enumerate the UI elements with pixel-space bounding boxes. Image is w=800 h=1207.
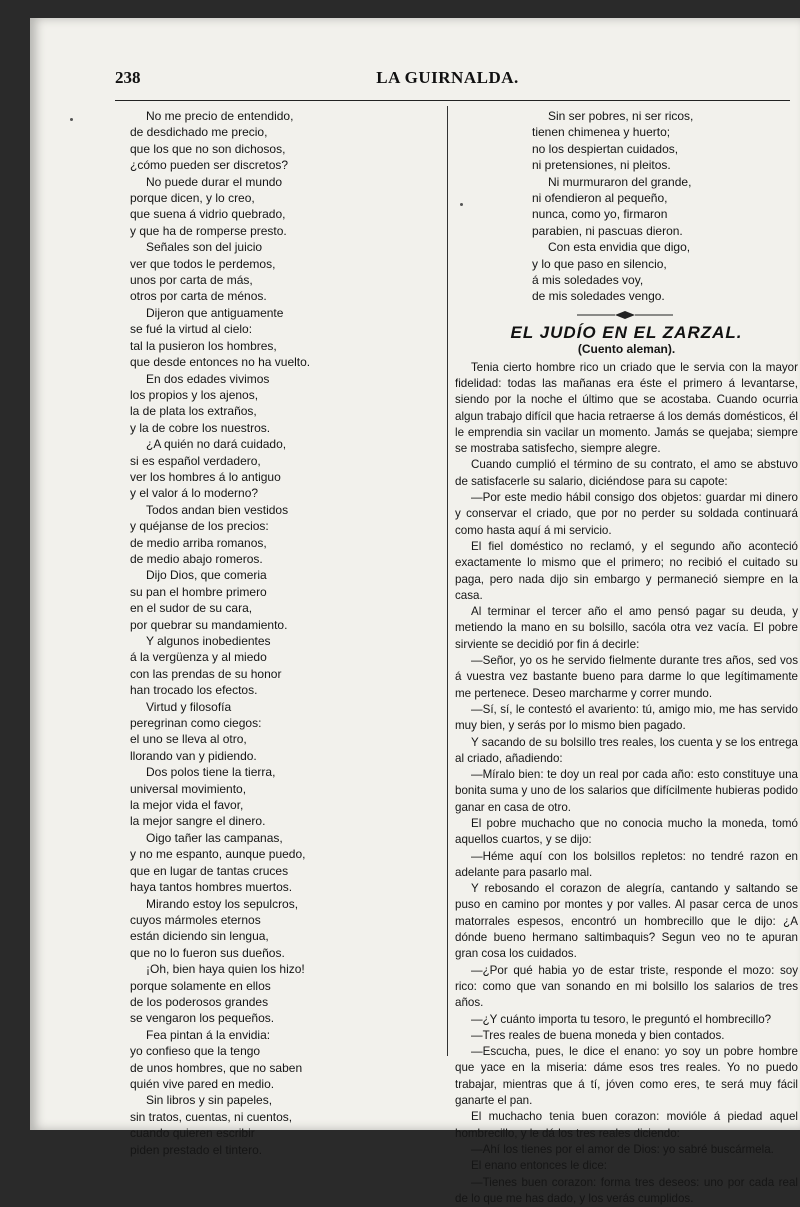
verse-line: por quebrar su mandamiento. [130, 617, 288, 632]
running-title: LA GUIRNALDA. [376, 68, 519, 87]
verse-line: parabien, ni pascuas dieron. [532, 223, 683, 238]
verse-line: que los que no son dichosos, [130, 141, 286, 156]
verse-line: si es español verdadero, [130, 453, 261, 468]
right-column [455, 108, 798, 1207]
verse-line: Fea pintan á la envidia: [146, 1027, 271, 1042]
verse-line: y quéjanse de los precios: [130, 519, 269, 534]
story-paragraph: Tenia cierto hombre rico un criado que le servia con la mayor fidelidad: todas las mañanas era éste el primero á levantarse, siendo por la noche el último que se acostaba. Cuando ocurria algun trabajo difícil que hacia retraerse á los demás domésticos, él le emprendia sin vacilar un momento. Jamás se quejaba; siempre se mostraba satisfecho, siempre alegre. [455, 360, 798, 456]
column-divider [447, 106, 448, 1056]
story-paragraph: El pobre muchacho que no conocia mucho la moneda, tomó aquellos cuartos, y se dijo: [455, 817, 798, 847]
verse-line: y el valor á lo moderno? [130, 486, 259, 501]
story-paragraph: —Héme aquí con los bolsillos repletos: no tendré razon en adelante para pasarlo mal. [455, 849, 798, 879]
verse-line: Todos andan bien vestidos [146, 502, 289, 517]
verse-line: y no me espanto, aunque puedo, [130, 847, 306, 862]
verse-line: Señales son del juicio [146, 240, 263, 255]
verse-line: sin tratos, cuentas, ni cuentos, [130, 1109, 293, 1124]
verse-line: Con esta envidia que digo, [548, 240, 691, 255]
verse-line: de medio arriba romanos, [130, 535, 267, 550]
verse-line: ver que todos le perdemos, [130, 256, 276, 271]
newspaper-page [30, 18, 800, 1205]
story-paragraph: —Míralo bien: te doy un real por cada año: esto constituye una bonita suma y uno de los salarios que difícilmente hubieras podido ganar en casa de otro. [455, 768, 798, 814]
paper-speck [460, 203, 463, 206]
story-paragraph: —Por este medio hábil consigo dos objetos: guardar mi dinero y conservar el criado, que por no perder su soldada continuará como hasta aquí á mi servicio. [455, 491, 798, 537]
verse-line: llorando van y pidiendo. [130, 748, 257, 763]
story-paragraph: El muchacho tenia buen corazon: movióle á piedad aquel hombrecillo, y le dá los tres reales diciendo: [455, 1110, 798, 1140]
verse-line: de mis soledades vengo. [532, 289, 665, 304]
verse-line: en el sudor de su cara, [130, 601, 253, 616]
verse-line: No me precio de entendido, [146, 109, 294, 123]
story-title: EL JUDÍO EN EL ZARZAL. [510, 322, 743, 342]
verse-line: que desde entonces no ha vuelto. [130, 355, 311, 370]
verse-line: cuyos mármoles eternos [130, 912, 261, 927]
verse-line: los propios y los ajenos, [130, 387, 259, 402]
verse-line: piden prestado el tintero. [130, 1142, 263, 1157]
verse-line: ni pretensiones, ni pleitos. [532, 158, 671, 173]
verse-line: la mejor sangre el dinero. [130, 814, 266, 829]
verse-line: no los despiertan cuidados, [532, 141, 679, 156]
verse-line: se vengaron los pequeños. [130, 1011, 275, 1026]
verse-line: ¿A quién no dará cuidado, [146, 437, 287, 452]
story-paragraph: —¿Y cuánto importa tu tesoro, le preguntó el hombrecillo? [471, 1012, 772, 1026]
verse-line: y que ha de romperse presto. [130, 223, 287, 238]
story-paragraph: —Tres reales de buena moneda y bien contados. [471, 1028, 725, 1042]
verse-line: de desdichado me precio, [130, 125, 268, 140]
story-paragraph: —Tienes buen corazon: forma tres deseos: uno por cada real de lo que me has dado, y los verás cumplidos. [455, 1175, 798, 1205]
verse-line: porque solamente en ellos [130, 978, 271, 993]
verse-line: se fué la virtud al cielo: [130, 322, 253, 337]
verse-line: peregrinan como ciegos: [130, 716, 262, 731]
verse-line: Mirando estoy los sepulcros, [146, 896, 299, 911]
verse-line: que suena á vidrio quebrado, [130, 207, 286, 222]
verse-line: porque dicen, y lo creo, [130, 191, 255, 206]
verse-line: han trocado los efectos. [130, 683, 258, 698]
verse-line: tal la pusieron los hombres, [130, 338, 277, 353]
verse-line: ver los hombres á lo antiguo [130, 469, 281, 484]
story-subtitle: (Cuento aleman). [577, 342, 676, 357]
verse-line: Ni murmuraron del grande, [548, 174, 692, 189]
verse-line: y la de cobre los nuestros. [130, 420, 271, 435]
verse-line: de medio abajo romeros. [130, 551, 263, 566]
story-paragraph: El fiel doméstico no reclamó, y el segundo año aconteció exactamente lo mismo que el primero; no recibió el cuitado su paga, pero nada dijo sin embargo y permaneció siempre en la casa. [455, 539, 798, 602]
verse-line: Dijeron que antiguamente [146, 305, 284, 320]
story-body [455, 360, 798, 1207]
verse-line: de los poderosos grandes [130, 994, 269, 1009]
verse-line: su pan el hombre primero [130, 584, 267, 599]
verse-line: Y algunos inobedientes [146, 634, 271, 648]
page-number: 238 [115, 68, 141, 87]
verse-line: el uno se lleva al otro, [130, 732, 247, 747]
story-paragraph: —¿Por qué habia yo de estar triste, responde el mozo: soy rico: como que van sonando en mi bolsillo los salarios de tres años. [455, 963, 798, 1010]
story-paragraph: Al terminar el tercer año el amo pensó pagar su deuda, y metiendo la mano en su bolsillo, sacóla otra vez vacía. El pobre sirviente se decidió por fin á decirle: [455, 605, 798, 651]
verse-line: la de plata los extraños, [130, 404, 257, 419]
header-rule [115, 100, 790, 101]
verse-line: Sin ser pobres, ni ser ricos, [548, 109, 694, 123]
verse-line: haya tantos hombres muertos. [130, 880, 293, 895]
verse-line: y lo que paso en silencio, [532, 256, 667, 271]
verse-line: cuando quieren escribir [130, 1126, 255, 1141]
verse-line: tienen chimenea y huerto; [532, 125, 671, 140]
verse-line: que no lo fueron sus dueños. [130, 945, 285, 960]
verse-line: Dijo Dios, que comeria [146, 568, 267, 583]
verse-line: universal movimiento, [130, 781, 247, 796]
verse-line: unos por carta de más, [130, 273, 253, 288]
verse-line: á mis soledades voy, [532, 273, 644, 288]
verse-line: de unos hombres, que no saben [130, 1060, 303, 1075]
paper-speck [70, 118, 73, 121]
story-paragraph: Cuando cumplió el término de su contrato, el amo se abstuvo de satisfacerle su salario, diciéndose para su capote: [455, 458, 798, 488]
story-paragraph: Y rebosando el corazon de alegría, cantando y saltando se puso en camino por montes y por valles. Al pasar cerca de unos matorrales espesos, encontró un hombrecillo que le dijo: ¿A dónde bueno hermano saltimbaquis? Segun veo no te apuran gran cosa los cuidados. [455, 882, 798, 961]
story-paragraph: Y sacando de su bolsillo tres reales, los cuenta y se los entrega al criado, añadiendo: [455, 735, 798, 765]
poem-continuation [455, 108, 798, 305]
verse-line: otros por carta de ménos. [130, 289, 267, 304]
verse-line: Sin libros y sin papeles, [146, 1093, 273, 1108]
verse-line: nunca, como yo, firmaron [532, 207, 668, 222]
verse-line: yo confieso que la tengo [130, 1044, 261, 1059]
verse-line: ¡Oh, bien haya quien los hizo! [146, 962, 305, 977]
story-paragraph: —Escucha, pues, le dice el enano: yo soy un pobre hombre que yace en la miseria: dáme esos tres reales. Yo no puedo trabajar, mientras que á tí, jóven como eres, te será muy fácil ganarte el pan. [455, 1045, 798, 1108]
verse-line: con las prendas de su honor [130, 666, 282, 681]
verse-line: Virtud y filosofía [146, 699, 232, 714]
section-ornament [455, 309, 798, 323]
story-paragraph: —Sí, sí, le contestó el avariento: tú, amigo mio, me has servido muy bien, y serás por lo mismo bien pagado. [455, 702, 798, 733]
verse-line: En dos edades vivimos [146, 371, 270, 386]
verse-line: ni ofendieron al pequeño, [532, 191, 668, 206]
verse-line: la mejor vida el favor, [130, 798, 244, 813]
story-paragraph: El enano entonces le dice: [471, 1159, 608, 1173]
story-paragraph: —Señor, yo os he servido fielmente durante tres años, sed vos á vuestra vez bastante bueno para darme lo que legítimamente me pertenece. Deseo marcharme y correr mundo. [455, 654, 798, 700]
verse-line: No puede durar el mundo [146, 174, 283, 189]
verse-line: están diciendo sin lengua, [130, 929, 269, 944]
verse-line: que en lugar de tantas cruces [130, 863, 289, 878]
verse-line: quién vive pared en medio. [130, 1076, 275, 1091]
verse-line: ¿cómo pueden ser discretos? [130, 158, 289, 173]
left-column-poem [130, 108, 440, 1158]
story-paragraph: —Ahí los tienes por el amor de Dios: yo sabré buscármela. [471, 1142, 774, 1156]
page-header [115, 68, 780, 96]
verse-line: Oigo tañer las campanas, [146, 830, 283, 845]
verse-line: Dos polos tiene la tierra, [146, 765, 276, 780]
verse-line: á la vergüenza y al miedo [130, 650, 267, 665]
